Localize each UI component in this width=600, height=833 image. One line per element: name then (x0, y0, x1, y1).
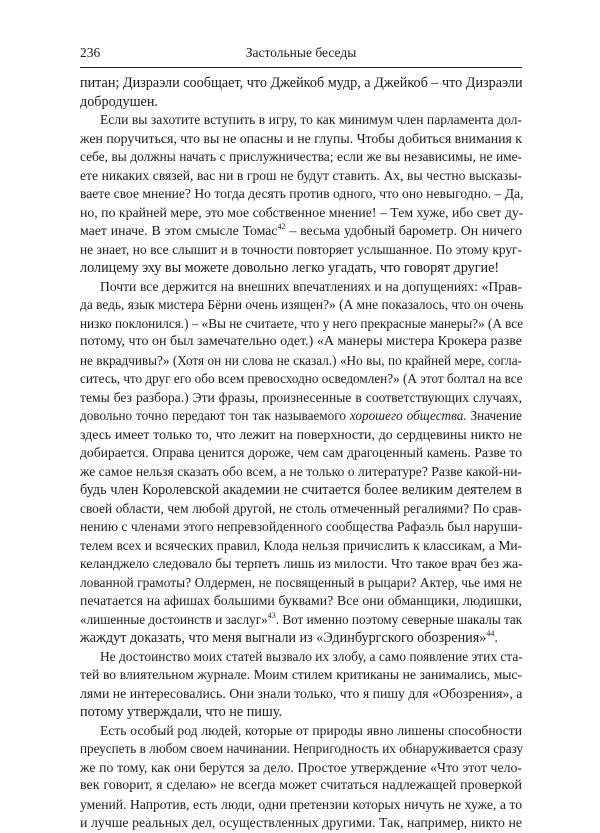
text-line: ваете свое мнение? Но тогда десять против одного, что оно невыгодно. – Да, (80, 186, 524, 201)
text-line: тей во влиятельном журнале. Моим стилем критиканы не занимались, мыс- (80, 667, 522, 682)
text-segment: . (494, 630, 498, 646)
text-segment: довольно точно передают тон так называемого (80, 408, 350, 423)
text-line: добродушен. (80, 93, 158, 110)
text-line: лованной грамоты? Олдермен, не посвященный в рыцари? Актер, чье имя не (80, 574, 522, 590)
header-rule (80, 67, 522, 68)
text-line: нению с членами этого непревзойденного сообщества Рафаэль был наруши- (80, 519, 523, 534)
text-line: Есть особый род людей, которые от природы явно лишены способности (100, 722, 522, 738)
text-segment: – весьма удобный барометр. Он ничего (285, 223, 522, 238)
text-line (80, 629, 522, 648)
footnote-marker: 43 (267, 610, 276, 620)
text-segment: мает иначе. В этом смысле Томас (80, 223, 278, 238)
text-line: же по тому, как они берутся за дело. Простое утверждение «Что этот чело- (80, 759, 522, 775)
paragraph (80, 722, 522, 833)
text-line: умений. Напротив, есть люди, одни претензии которых ничуть не хуже, а то (80, 796, 522, 812)
paragraph (80, 648, 522, 722)
text-line: да ведь, язык мистера Бёрни очень изящен?» (А мне показалось, что он очень (80, 297, 524, 312)
italic-phrase: хорошего общества (349, 408, 464, 423)
text-line: темы без разбора.) Эти фразы, произнесенные в соответствующих случаях, (80, 389, 522, 405)
running-header (80, 45, 522, 65)
text-segment: . Вот именно поэтому северные шакалы так (275, 611, 523, 627)
paragraph (80, 278, 522, 648)
text-line: телем всех и всяческих правил, Клода нельзя причислить к классикам, а Ми- (80, 537, 522, 553)
paragraph (80, 74, 522, 111)
text-line: потому, что он был замечательно одет.) «А манеры мистера Крокера разве (80, 334, 522, 349)
text-line: жен поручиться, что вы не опасны и не глупы. Чтобы добиться внимания к (80, 130, 522, 146)
text-line: келанджело следовало бы терпеть лишь из милости. Что такое врач без жа- (80, 556, 523, 571)
text-line: добирается. Оправа ценится дороже, чем сам драгоценный камень. Разве то (80, 445, 522, 460)
text-line: будь член Королевской академии не считается более великим деятелем в (80, 482, 522, 498)
text-line: печатается на афишах большими буквами? Все они обманщики, людишки, (80, 593, 522, 608)
footnote-marker: 42 (277, 222, 286, 231)
text-line: Не достоинство моих статей вызвало их злобу, а само появление этих ста- (100, 648, 523, 664)
text-line: преуспеть в любом своем начинании. Непригодность их обнаруживается сразу (80, 741, 524, 756)
text-segment: жаждут доказать, что меня выгнали из «Эдинбургского обозрения» (80, 630, 487, 646)
text-line: и лучше реальных дел, осуществленных другими. Так, например, никто не (80, 815, 522, 830)
text-line: здесь имеет только то, что лежит на поверхности, до сердцевины никто не (80, 426, 522, 442)
text-line: питан; Дизраэли сообщает, что Джейкоб мудр, а Джейкоб – что Дизраэли (80, 75, 523, 91)
text-line: лолицему эху вы можете довольно легко угадать, что говорят другие! (80, 260, 500, 276)
text-line: век говорит, я сделаю» не всегда может считаться надлежащей проверкой (80, 778, 522, 793)
text-line: не вкрадчивы?» (Хотя он ни слова не сказал.) «Но вы, по крайней мере, согла- (80, 352, 522, 368)
text-line (80, 407, 522, 426)
text-line: лями не интересовались. Они знали только, что я пишу для «Обозрения», а (80, 685, 523, 701)
text-line (80, 611, 522, 630)
text-line: низко поклонился.) – «Вы не считаете, что у него прекрасные манеры?» (А все (80, 315, 524, 331)
text-line: Если вы захотите вступить в игру, то как минимум член парламента дол- (100, 112, 522, 127)
text-segment: «лишенные достоинств и заслуг» (80, 611, 268, 627)
text-line: но, по крайней мере, это мое собственное мнение! – Тем хуже, ибо свет ду- (80, 204, 524, 220)
text-line: ситесь, что друг его обо всем превосходно осведомлен?» (А этот болтал на все (80, 371, 523, 386)
paragraph (80, 111, 522, 278)
text-line: Почти все держится на внешних впечатлениях и на допущениях: «Прав- (100, 278, 522, 294)
text-line (80, 222, 522, 241)
text-line: же самое нельзя сказать обо всем, а не только о литературе? Разве какой-ни- (80, 463, 523, 479)
text-line: не знает, но все слышит и в точности повторяет услышанное. По этому круг- (80, 241, 522, 257)
page-number: 236 (80, 45, 101, 60)
running-title: Застольные беседы (245, 45, 357, 60)
footnote-marker: 44 (486, 629, 495, 638)
text-line: своей области, чем любой другой, не столь отмеченный регалиями? По срав- (80, 500, 522, 516)
text-line: потому утверждали, что не пишу. (80, 704, 283, 720)
text-line: себе, вы должны начать с прислужничества; если же вы независимы, не име- (80, 149, 522, 164)
body-text (80, 74, 522, 833)
text-line: ете никаких связей, вас ни в грош не будут ставить. Ах, вы честно высказы- (80, 167, 522, 183)
text-segment: . Значение (463, 408, 522, 423)
